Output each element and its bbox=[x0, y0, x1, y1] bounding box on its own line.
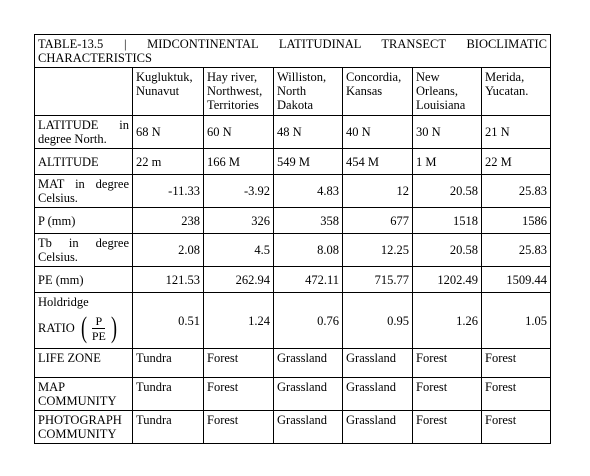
table-cell: 715.77 bbox=[343, 267, 413, 293]
table-cell: 12.25 bbox=[343, 234, 413, 267]
table-cell: 25.83 bbox=[482, 234, 551, 267]
table-row bbox=[35, 116, 551, 149]
table-cell: 2.08 bbox=[133, 234, 204, 267]
table-cell: Forest bbox=[204, 378, 274, 411]
table-cell: 677 bbox=[343, 208, 413, 234]
table-cell: 1.05 bbox=[482, 293, 551, 349]
row-label: PE (mm) bbox=[35, 267, 133, 293]
table-cell: 358 bbox=[274, 208, 343, 234]
table-cell: 25.83 bbox=[482, 175, 551, 208]
table-cell: 262.94 bbox=[204, 267, 274, 293]
table-cell: 21 N bbox=[482, 116, 551, 149]
ratio-label-line: Holdridge bbox=[38, 295, 89, 309]
table-row bbox=[35, 267, 551, 293]
table-cell: 472.11 bbox=[274, 267, 343, 293]
fraction-denominator: PE bbox=[91, 328, 106, 343]
table-cell: Grassland bbox=[343, 378, 413, 411]
site-header: Hay river, Northwest, Territories bbox=[204, 68, 274, 116]
table-cell: 0.76 bbox=[274, 293, 343, 349]
table-cell: Forest bbox=[204, 349, 274, 378]
row-label: MAT in degree Celsius. bbox=[35, 175, 133, 208]
table-cell: 4.83 bbox=[274, 175, 343, 208]
table-cell: Tundra bbox=[133, 378, 204, 411]
table-cell: Grassland bbox=[274, 411, 343, 444]
table-cell: 1 M bbox=[413, 149, 482, 175]
table-cell: 68 N bbox=[133, 116, 204, 149]
table-cell: Forest bbox=[413, 411, 482, 444]
site-header: New Orleans, Louisiana bbox=[413, 68, 482, 116]
table-cell: 121.53 bbox=[133, 267, 204, 293]
table-row bbox=[35, 208, 551, 234]
row-label: P (mm) bbox=[35, 208, 133, 234]
bioclimatic-table bbox=[34, 34, 551, 444]
table-row bbox=[35, 234, 551, 267]
title-row bbox=[35, 35, 551, 68]
table-cell: Tundra bbox=[133, 411, 204, 444]
table-cell: 1202.49 bbox=[413, 267, 482, 293]
table-cell: 22 m bbox=[133, 149, 204, 175]
table-cell: Forest bbox=[482, 349, 551, 378]
table-cell: 326 bbox=[204, 208, 274, 234]
table-cell: -3.92 bbox=[204, 175, 274, 208]
table-title: TABLE-13.5 | MIDCONTINENTAL LATITUDINAL TRANSECT BIOCLIMATIC CHARACTERISTICS bbox=[35, 35, 551, 68]
table-cell: 0.95 bbox=[343, 293, 413, 349]
table-cell: 1518 bbox=[413, 208, 482, 234]
row-label: MAP COMMUNITY bbox=[35, 378, 133, 411]
table-cell: Tundra bbox=[133, 349, 204, 378]
table-cell: 40 N bbox=[343, 116, 413, 149]
table-cell: 1.24 bbox=[204, 293, 274, 349]
table-cell: Forest bbox=[413, 349, 482, 378]
ratio-fraction bbox=[89, 314, 109, 343]
site-header: Williston, North Dakota bbox=[274, 68, 343, 116]
table-cell: 22 M bbox=[482, 149, 551, 175]
table-cell: 238 bbox=[133, 208, 204, 234]
table-cell: 454 M bbox=[343, 149, 413, 175]
table-cell: 166 M bbox=[204, 149, 274, 175]
table-cell: 0.51 bbox=[133, 293, 204, 349]
table-row bbox=[35, 378, 551, 411]
table-cell: Grassland bbox=[274, 349, 343, 378]
row-label: PHOTOGRAPH COMMUNITY bbox=[35, 411, 133, 444]
table-cell: 8.08 bbox=[274, 234, 343, 267]
table-row bbox=[35, 411, 551, 444]
header-row bbox=[35, 68, 551, 116]
table-cell: 20.58 bbox=[413, 234, 482, 267]
table-cell: Grassland bbox=[343, 349, 413, 378]
left-paren: ( bbox=[80, 311, 87, 344]
corner-cell bbox=[35, 68, 133, 116]
table-cell: 1509.44 bbox=[482, 267, 551, 293]
table-cell: 1.26 bbox=[413, 293, 482, 349]
table-cell: 12 bbox=[343, 175, 413, 208]
table-row bbox=[35, 175, 551, 208]
table-row bbox=[35, 349, 551, 378]
table-cell: 549 M bbox=[274, 149, 343, 175]
table-cell: 1586 bbox=[482, 208, 551, 234]
ratio-label bbox=[35, 293, 133, 349]
table-cell: 20.58 bbox=[413, 175, 482, 208]
table-cell: 4.5 bbox=[204, 234, 274, 267]
table-cell: Forest bbox=[482, 411, 551, 444]
table-cell: -11.33 bbox=[133, 175, 204, 208]
table-row bbox=[35, 149, 551, 175]
table-cell: Forest bbox=[204, 411, 274, 444]
table-cell: 48 N bbox=[274, 116, 343, 149]
row-label: LIFE ZONE bbox=[35, 349, 133, 378]
row-label: Tb in degree Celsius. bbox=[35, 234, 133, 267]
table-cell: Grassland bbox=[274, 378, 343, 411]
right-paren: ) bbox=[110, 311, 117, 344]
row-label: ALTITUDE bbox=[35, 149, 133, 175]
site-header: Kugluktuk, Nunavut bbox=[133, 68, 204, 116]
table-cell: 60 N bbox=[204, 116, 274, 149]
table-cell: 30 N bbox=[413, 116, 482, 149]
site-header: Concordia, Kansas bbox=[343, 68, 413, 116]
table-cell: Forest bbox=[482, 378, 551, 411]
site-header: Merida, Yucatan. bbox=[482, 68, 551, 116]
ratio-word: RATIO bbox=[38, 321, 75, 335]
table-cell: Grassland bbox=[343, 411, 413, 444]
table-cell: Forest bbox=[413, 378, 482, 411]
fraction-numerator: P bbox=[92, 314, 105, 329]
ratio-row bbox=[35, 293, 551, 349]
row-label: LATITUDE in degree North. bbox=[35, 116, 133, 149]
